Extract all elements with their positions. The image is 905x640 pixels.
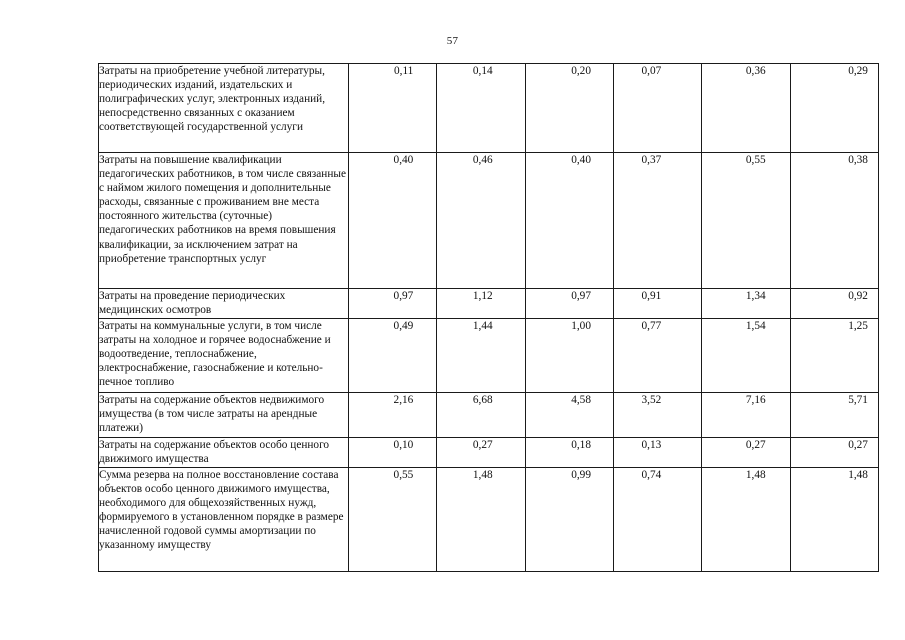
table-cell: 0,13: [613, 438, 701, 468]
table-cell: 0,55: [349, 468, 437, 572]
table-cell: 1,48: [437, 468, 525, 572]
page-number: 57: [446, 35, 459, 47]
table-cell: 0,77: [613, 319, 701, 393]
table-cell: 1,54: [702, 319, 790, 393]
table-row: [99, 319, 879, 393]
table-cell: 0,46: [437, 153, 525, 289]
table-cell: 0,36: [702, 64, 790, 153]
table-cell: 0,40: [525, 153, 613, 289]
table-cell: 0,55: [702, 153, 790, 289]
row-label: Затраты на повышение квалификации педагогических работников, в том числе связанные с наймом жилого помещения и дополнительные расходы, связанные с проживанием вне места постоянного жительства (суточные) педагогических работников на время повышения квалификации, за исключением затрат на приобретение транспортных услуг: [99, 153, 349, 289]
table-cell: 0,11: [349, 64, 437, 153]
table-cell: 5,71: [790, 393, 878, 438]
table-row: [99, 468, 879, 572]
row-label: Затраты на содержание объектов особо ценного движимого имущества: [99, 438, 349, 468]
table-cell: 0,29: [790, 64, 878, 153]
table-cell: 6,68: [437, 393, 525, 438]
table-cell: 0,92: [790, 289, 878, 319]
table-cell: 1,25: [790, 319, 878, 393]
table-cell: 4,58: [525, 393, 613, 438]
table-cell: 0,18: [525, 438, 613, 468]
table-cell: 0,99: [525, 468, 613, 572]
table-cell: 7,16: [702, 393, 790, 438]
row-label: Затраты на коммунальные услуги, в том числе затраты на холодное и горячее водоснабжение и водоотведение, теплоснабжение, электроснабжение, газоснабжение и котельно-печное топливо: [99, 319, 349, 393]
table-cell: 2,16: [349, 393, 437, 438]
table-row: [99, 153, 879, 289]
table-cell: 1,00: [525, 319, 613, 393]
table-cell: 1,48: [790, 468, 878, 572]
table-cell: 0,74: [613, 468, 701, 572]
table-cell: 0,14: [437, 64, 525, 153]
table-cell: 0,07: [613, 64, 701, 153]
table-cell: 1,34: [702, 289, 790, 319]
row-label: Затраты на проведение периодических медицинских осмотров: [99, 289, 349, 319]
table-cell: 3,52: [613, 393, 701, 438]
row-label: Затраты на приобретение учебной литературы, периодических изданий, издательских и полиграфических услуг, электронных изданий, непосредственно связанных с оказанием соответствующей государственной услуги: [99, 64, 349, 153]
table-row: [99, 289, 879, 319]
row-label: Сумма резерва на полное восстановление состава объектов особо ценного движимого имущества, необходимого для общехозяйственных нужд, формируемого в установленном порядке в размере начисленной годовой суммы амортизации по указанному имуществу: [99, 468, 349, 572]
cost-table: [98, 63, 879, 572]
table-cell: 1,44: [437, 319, 525, 393]
table-cell: 0,27: [790, 438, 878, 468]
table-cell: 0,97: [525, 289, 613, 319]
table-cell: 0,38: [790, 153, 878, 289]
table-cell: 0,20: [525, 64, 613, 153]
table-cell: 0,27: [702, 438, 790, 468]
table-cell: 0,91: [613, 289, 701, 319]
table-cell: 0,10: [349, 438, 437, 468]
table-cell: 0,97: [349, 289, 437, 319]
table-cell: 0,49: [349, 319, 437, 393]
table-cell: 1,48: [702, 468, 790, 572]
table-row: [99, 64, 879, 153]
table-cell: 0,40: [349, 153, 437, 289]
row-label: Затраты на содержание объектов недвижимого имущества (в том числе затраты на арендные платежи): [99, 393, 349, 438]
table-row: [99, 393, 879, 438]
table-cell: 0,37: [613, 153, 701, 289]
table-row: [99, 438, 879, 468]
table-cell: 1,12: [437, 289, 525, 319]
table-cell: 0,27: [437, 438, 525, 468]
